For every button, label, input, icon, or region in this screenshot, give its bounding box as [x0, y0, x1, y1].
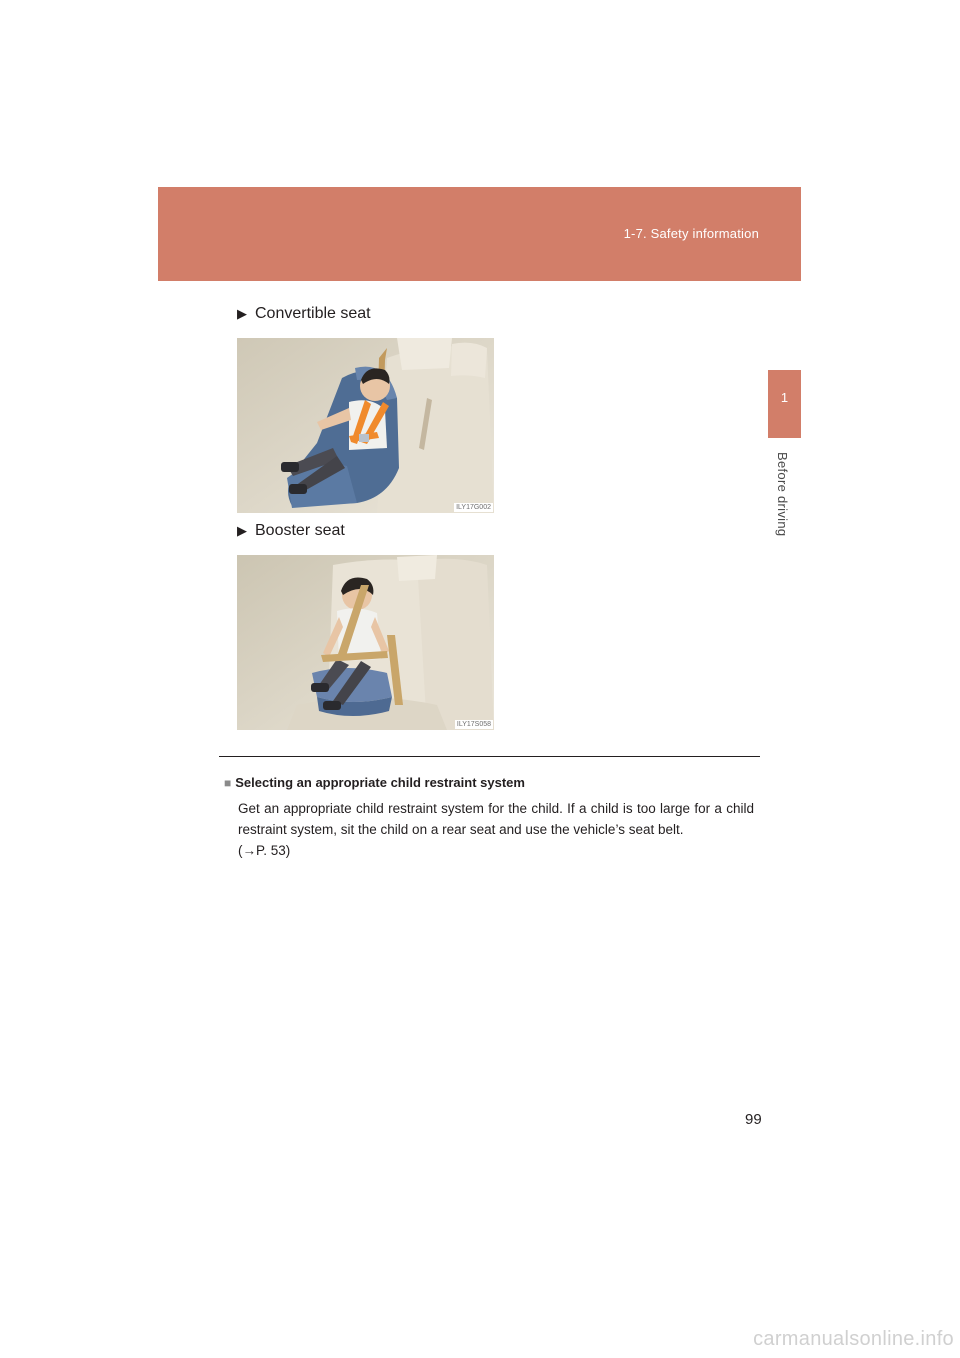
booster-seat-illustration [237, 555, 494, 730]
watermark: carmanualsonline.info [753, 1328, 954, 1350]
square-bullet-icon: ■ [224, 776, 232, 790]
convertible-seat-image-code: ILY17G002 [456, 504, 491, 511]
header-band [158, 187, 801, 281]
note-text: Get an appropriate child restraint system for the child. If a child is too large for a child restraint system, sit the child on a rear seat and use the vehicle’s seat belt. [238, 801, 754, 837]
page-reference-link[interactable]: (→P. 53) [238, 843, 291, 858]
chapter-tab [768, 370, 801, 438]
chapter-number: 1 [780, 390, 789, 405]
section-divider [219, 756, 760, 757]
page-number: 99 [745, 1111, 762, 1128]
convertible-seat-drawing [237, 338, 494, 513]
booster-seat-label: Booster seat [255, 522, 345, 539]
note-title: Selecting an appropriate child restraint system [235, 775, 525, 790]
triangle-arrow-icon: ▶ [237, 306, 247, 321]
triangle-arrow-icon: ▶ [237, 523, 247, 538]
convertible-seat-illustration [237, 338, 494, 513]
booster-seat-image-code: ILY17S058 [456, 721, 491, 728]
note-body [238, 798, 754, 861]
note-heading [224, 775, 525, 790]
booster-seat-heading [237, 522, 345, 540]
section-title: 1-7. Safety information [623, 226, 759, 241]
booster-seat-drawing [237, 555, 494, 730]
convertible-seat-heading [237, 305, 371, 323]
convertible-seat-label: Convertible seat [255, 305, 371, 322]
chapter-label: Before driving [775, 452, 790, 537]
